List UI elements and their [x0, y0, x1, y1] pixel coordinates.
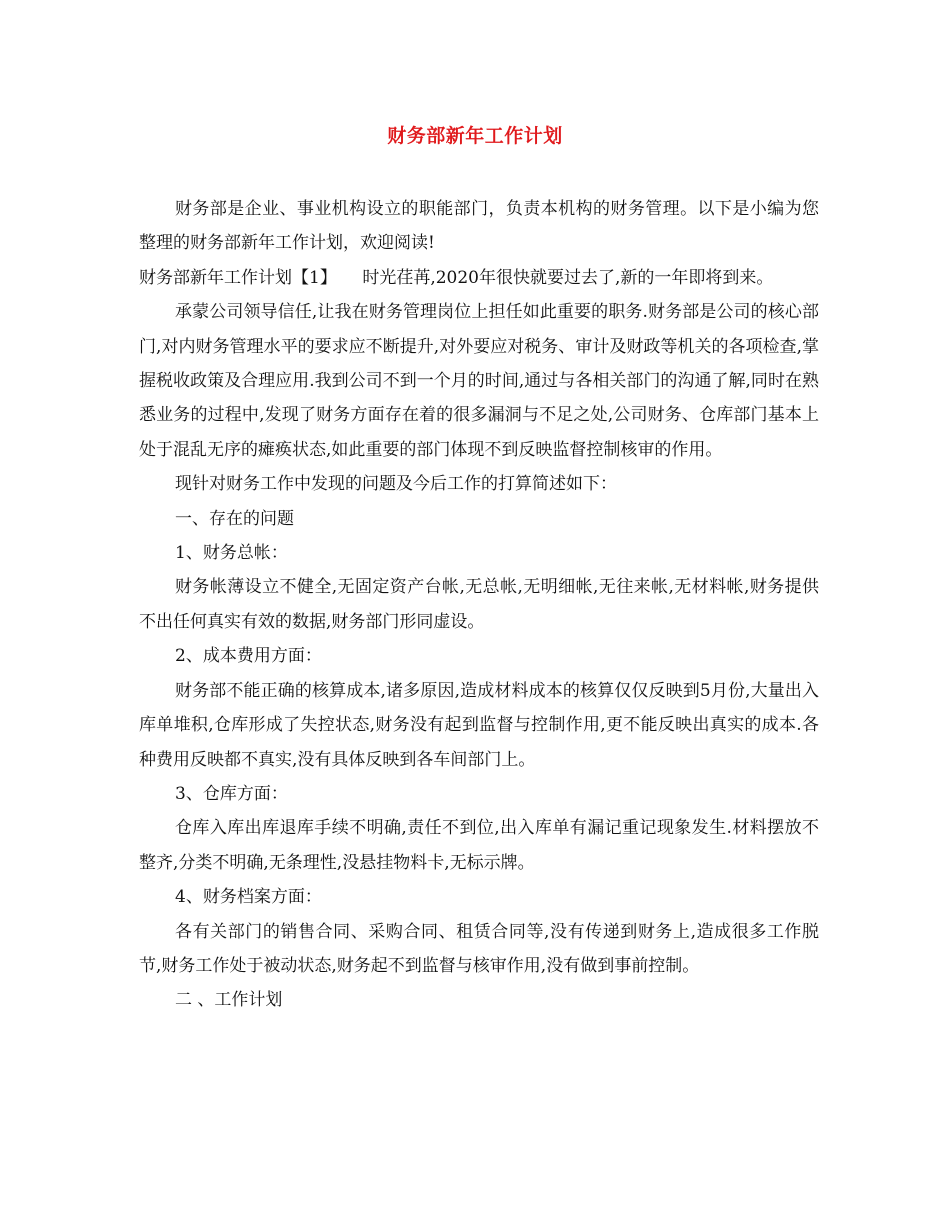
intro-paragraph: 财务部是企业、事业机构设立的职能部门，负责本机构的财务管理。以下是小编为您整理的财务部新年工作计划，欢迎阅读! — [139, 199, 819, 254]
warehouse-paragraph: 仓库入库出库退库手续不明确,责任不到位,出入库单有漏记重记现象发生.材料摆放不整齐,分类不明确,无条理性,没悬挂物料卡,无标示牌。 — [139, 818, 819, 873]
background-paragraph: 承蒙公司领导信任,让我在财务管理岗位上担任如此重要的职务.财务部是公司的核心部门,对内财务管理水平的要求应不断提升,对外要应对税务、审计及财政等机关的各项检查,掌握税收政策及合理应用.我到公司不到一个月的时间,通过与各相关部门的沟通了解,同时在熟悉业务的过程中,发现了财务方面存在着的很多漏洞与不足之处,公司财务、仓库部门基本上处于混乱无序的瘫痪状态,如此重要的部门体现不到反映监督控制核审的作用。 — [139, 302, 819, 460]
general-ledger-paragraph: 财务帐薄设立不健全,无固定资产台帐,无总帐,无明细帐,无往来帐,无材料帐,财务提供不出任何真实有效的数据,财务部门形同虚设。 — [139, 577, 819, 632]
subheading-archives: 4、财务档案方面： — [175, 887, 322, 908]
section-heading-work-plan: 二 、工作计划 — [175, 990, 283, 1011]
summary-intro-paragraph: 现针对财务工作中发现的问题及今后工作的打算简述如下： — [175, 474, 617, 495]
plan-heading-paragraph: 财务部新年工作计划【1】 时光荏苒,2020年很快就要过去了,新的一年即将到来。 — [139, 267, 774, 288]
section-heading-problems: 一、存在的问题 — [175, 508, 294, 529]
document-title: 财务部新年工作计划 — [387, 125, 563, 147]
cost-expense-paragraph: 财务部不能正确的核算成本,诸多原因,造成材料成本的核算仅仅反映到5月份,大量出入库单堆积,仓库形成了失控状态,财务没有起到监督与控制作用,更不能反映出真实的成本.各种费用反映都不真实,没有具体反映到各车间部门上。 — [139, 680, 819, 770]
subheading-general-ledger: 1、财务总帐： — [175, 543, 288, 564]
document-body — [139, 192, 819, 1018]
archives-paragraph: 各有关部门的销售合同、采购合同、租赁合同等,没有传递到财务上,造成很多工作脱节,财务工作处于被动状态,财务起不到监督与核审作用,没有做到事前控制。 — [139, 921, 819, 976]
subheading-warehouse: 3、仓库方面： — [175, 783, 288, 804]
subheading-cost-expense: 2、成本费用方面： — [175, 646, 322, 667]
